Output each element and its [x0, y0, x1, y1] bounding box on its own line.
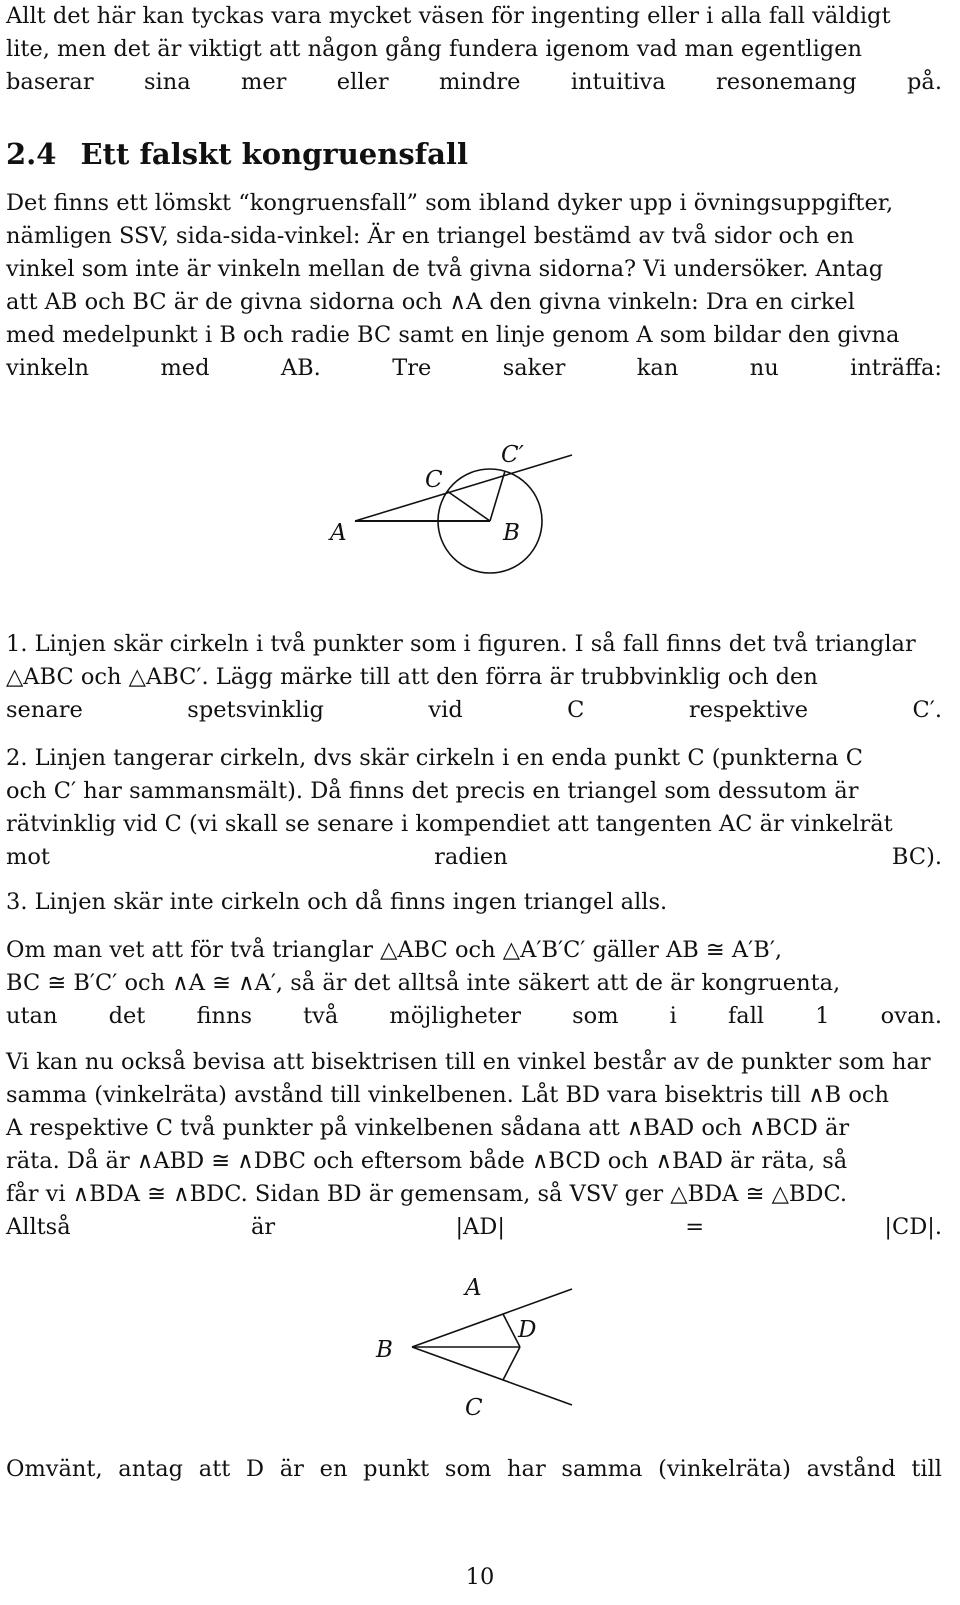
- text-line: 1. Linjen skär cirkeln i två punkter som i figuren. I så fall finns det två trianglar: [6, 631, 916, 657]
- text-line: 2. Linjen tangerar cirkeln, dvs skär cirkeln i en enda punkt C (punkterna C: [6, 745, 863, 771]
- intro-paragraph: [6, 0, 942, 132]
- label-b: B: [376, 1337, 393, 1363]
- figure-bisector: [0, 1270, 960, 1420]
- paragraph-bisector: [6, 1046, 942, 1277]
- section-title: Ett falskt kongruensfall: [80, 137, 468, 171]
- case-2: [6, 742, 942, 907]
- text-line: utan det finns två möjligheter som i fall 1 ovan.: [6, 1003, 942, 1029]
- text-line: och C′ har sammansmält). Då finns det precis en triangel som dessutom är: [6, 778, 859, 804]
- text-line: samma (vinkelräta) avstånd till vinkelbenen. Låt BD vara bisektris till ∧B och: [6, 1082, 889, 1108]
- text-line: lite, men det är viktigt att någon gång fundera igenom vad man egentligen: [6, 36, 862, 62]
- paragraph-ssv: [6, 187, 942, 418]
- label-a: A: [465, 1275, 482, 1301]
- text-line: 3. Linjen skär inte cirkeln och då finns ingen triangel alls.: [6, 889, 668, 915]
- ray-bc: [412, 1347, 572, 1405]
- perpendicular-dc: [503, 1347, 520, 1380]
- label-d: D: [518, 1317, 537, 1343]
- label-a: A: [330, 520, 347, 546]
- text-line: att AB och BC är de givna sidorna och ∧A den givna vinkeln: Dra en cirkel: [6, 289, 855, 315]
- text-line: med medelpunkt i B och radie BC samt en linje genom A som bildar den givna: [6, 322, 900, 348]
- segment-bc: [447, 491, 490, 521]
- figure-ssv-circle: [0, 430, 960, 590]
- line-through-a: [355, 455, 572, 521]
- label-c: C: [425, 467, 443, 493]
- text-line: A respektive C två punkter på vinkelbenen sådana att ∧BAD och ∧BCD är: [6, 1115, 850, 1141]
- text-line: baserar sina mer eller mindre intuitiva resonemang på.: [6, 69, 942, 95]
- paragraph-converse: [6, 1453, 942, 1519]
- ray-ba: [412, 1289, 572, 1347]
- text-line: △ABC och △ABC′. Lägg märke till att den förra är trubbvinklig och den: [6, 664, 818, 690]
- text-line: mot radien BC).: [6, 844, 942, 870]
- text-line: Det finns ett lömskt “kongruensfall” som ibland dyker upp i övningsuppgifter,: [6, 190, 894, 216]
- text-line: vinkel som inte är vinkeln mellan de två givna sidorna? Vi undersöker. Antag: [6, 256, 884, 282]
- text-line: får vi ∧BDA ≅ ∧BDC. Sidan BD är gemensam, så VSV ger △BDA ≅ △BDC.: [6, 1181, 848, 1207]
- section-heading: [6, 134, 468, 174]
- text-line: Alltså är |AD| = |CD|.: [6, 1214, 942, 1240]
- text-line: vinkeln med AB. Tre saker kan nu inträffa:: [6, 355, 942, 381]
- section-number: 2.4: [6, 137, 57, 171]
- text-line: Om man vet att för två trianglar △ABC och △A′B′C′ gäller AB ≅ A′B′,: [6, 937, 783, 963]
- label-c: C: [465, 1395, 483, 1421]
- text-line: Vi kan nu också bevisa att bisektrisen till en vinkel består av de punkter som har: [6, 1049, 931, 1075]
- text-line: senare spetsvinklig vid C respektive C′.: [6, 697, 942, 723]
- text-line: rätvinklig vid C (vi skall se senare i kompendiet att tangenten AC är vinkelrät: [6, 811, 893, 837]
- label-c-prime: C′: [501, 442, 524, 468]
- text-line: Omvänt, antag att D är en punkt som har samma (vinkelräta) avstånd till: [6, 1456, 942, 1482]
- text-line: räta. Då är ∧ABD ≅ ∧DBC och eftersom både ∧BCD och ∧BAD är räta, så: [6, 1148, 848, 1174]
- page-number: 10: [465, 1564, 495, 1590]
- label-b: B: [503, 520, 520, 546]
- case-1: [6, 628, 942, 760]
- text-line: Allt det här kan tyckas vara mycket väsen för ingenting eller i alla fall väldigt: [6, 3, 891, 29]
- text-line: BC ≅ B′C′ och ∧A ≅ ∧A′, så är det alltså inte säkert att de är kongruenta,: [6, 970, 841, 996]
- text-line: nämligen SSV, sida-sida-vinkel: Är en triangel bestämd av två sidor och en: [6, 223, 855, 249]
